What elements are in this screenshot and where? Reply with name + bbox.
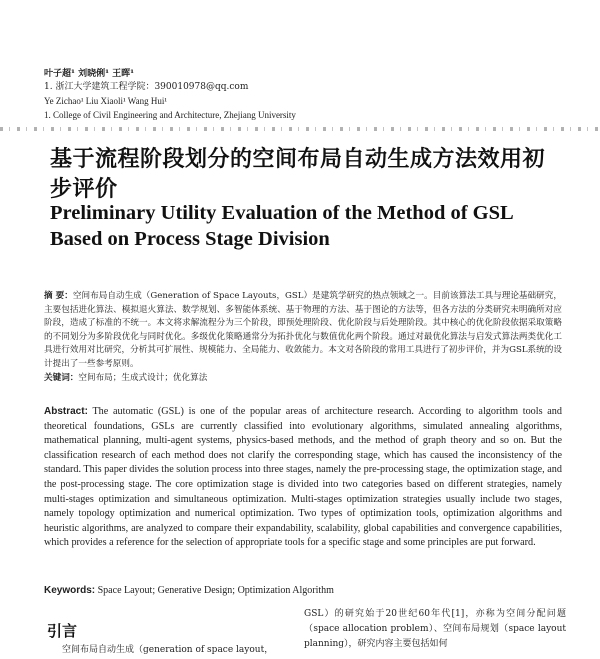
authors-cn: 叶子超¹ 刘晓俐¹ 王晖¹ bbox=[44, 69, 135, 79]
abstract-english bbox=[44, 405, 562, 551]
abstract-en-label: Abstract: bbox=[44, 406, 88, 417]
abstract-cn-text: 空间布局自动生成（Generation of Space Layouts，GSL）是建筑学研究的热点领域之一。目前该算法工具与理论基础研究，主要包括进化算法、模拟退火算法、数学规划、多智能体系统、基于物理的方法、基于图论的方法等，但各方法的分类研究未明确所对应阶段，造成了标准的不统一。本文将求解流程分为三个阶段，即预处理阶段、优化阶段与后处理阶段。其中核心的优化阶段依据采取策略的不同划分为多阶段优化与同时优化。多级优化策略通常分为拓扑优化与数值优化两个阶段。通过对最优化算法与启发式算法两类优化工具进行效用对比研究，分析其可扩展性、规模能力、全局能力、收敛能力。本文对各阶段的常用工具进行了初步评价，并为GSL系统的设计提出了一些参考原则。 bbox=[44, 291, 562, 369]
title-english: Preliminary Utility Evaluation of the Method of GSL Based on Process Stage Division bbox=[50, 202, 513, 250]
section-heading-introduction: 引言 bbox=[47, 622, 78, 640]
keywords-en-label: Keywords: bbox=[44, 585, 96, 596]
affiliation-cn: 1. 浙江大学建筑工程学院：390010978@qq.com bbox=[44, 82, 249, 92]
scan-noise-divider bbox=[0, 127, 600, 131]
abstract-cn-label: 摘 要： bbox=[44, 291, 73, 301]
affiliation-en: 1. College of Civil Engineering and Architecture, Zhejiang University bbox=[44, 110, 296, 120]
intro-right-column: GSL）的研究始于20世纪60年代[1]，亦称为空间分配问题（space allocation problem）、空间布局规划（space layout planning），研究内容主要包括如何 bbox=[304, 609, 566, 649]
keywords-english bbox=[44, 584, 562, 598]
keywords-en: Space Layout; Generative Design; Optimization Algorithm bbox=[97, 585, 334, 596]
abstract-en-text: The automatic (GSL) is one of the popular areas of architecture research. According to algorithm tools and theoretical foundations, GSLs are currently classified into evolutionary algorithms, simulated annealing algorithms, mathematical planning, multi-agent systems, physics-based methods, and the method of graph theory and so on. But the classification research of each method does not clarify the corresponding stage, which has caused the inconsistency of the standard. This paper divides the solution process into three stages, namely the pre-processing stage, the optimization stage, and the post-processing stage. The core optimization stage is divided into two categories based on different strategies, namely multi-stages optimization and simultaneous optimization. Multi-stages optimization strategies usually include two stages, namely topology optimization and numerical optimization. Two types of optimization tools, optimization algorithms and heuristic algorithms, are analyzed to compare their expandability, scalability, global capabilities and convergence capabilities, which provides a reference for the selection of appropriate tools for a specific stage and some principles are put forward. bbox=[44, 406, 562, 549]
intro-left-column: 空间布局自动生成（generation of space layout， bbox=[62, 645, 274, 655]
title-chinese: 基于流程阶段划分的空间布局自动生成方法效用初步评价 bbox=[50, 147, 546, 202]
authors-en: Ye Zichao¹ Liu Xiaoli¹ Wang Hui¹ bbox=[44, 96, 168, 106]
abstract-chinese bbox=[44, 290, 562, 385]
keywords-cn: 空间布局；生成式设计；优化算法 bbox=[78, 372, 208, 383]
keywords-cn-label: 关键词： bbox=[44, 372, 79, 383]
